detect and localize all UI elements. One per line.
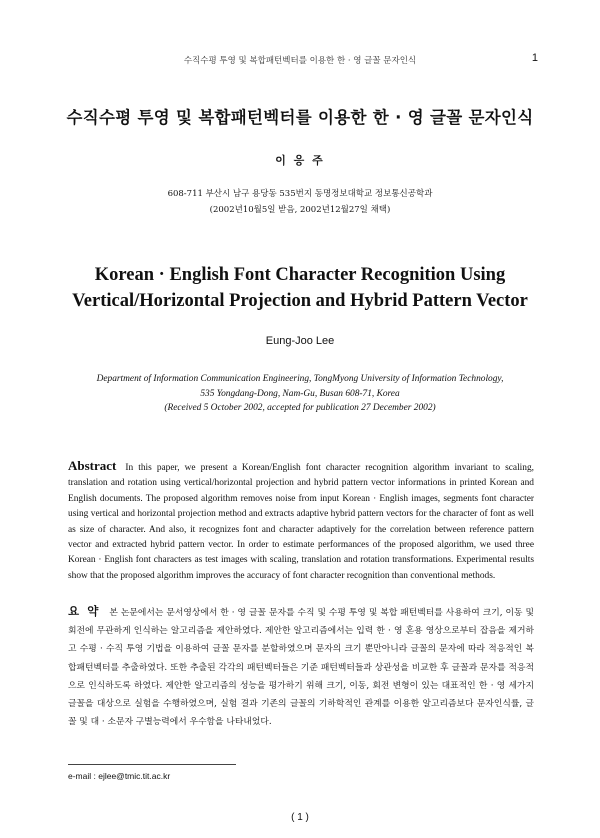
footnote-divider xyxy=(68,764,236,765)
page-number-bottom: ( 1 ) xyxy=(291,812,309,823)
korean-dates: (2002년10월5일 받음, 2002년12월27일 채택) xyxy=(209,205,391,215)
english-title xyxy=(0,262,600,314)
abstract-heading: Abstract xyxy=(68,458,117,473)
korean-abstract-body: 본 논문에서는 문서영상에서 한 · 영 글꼴 문자를 수직 및 수평 투영 및 복합 패턴벡터를 사용하여 크기, 이동 및 회전에 무관하게 인식하는 알고리즘을 제안하였다. 제안한 알고리즘에서는 입력 한 · 영 혼용 영상으로부터 잡음을 제거하고 수평 · 수직 투영 기법을 이용하여 글꼴 문자를 분할하였으며 문자의 크기 뿐만아니라 글꼴의 문자에 따라 적응적인 복합패턴벡터를 추출하였다. 또한 추출된 각각의 패턴벡터들은 기준 패턴벡터들과 상관성을 비교한 후 글꼴과 문자를 적응적으로 인식하도록 하였다. 제안한 알고리즘의 성능을 평가하기 위해 크기, 이동, 회전 변형이 있는 대표적인 한 · 영 세가지 글꼴을 대상으로 실험을 수행하였으며, 실험 결과 기존의 글꼴의 기하학적인 관계를 이용한 알고리즘보다 문자인식률, 글꼴 및 대 · 소문자 구별능력에서 우수함을 나타내었다. xyxy=(68,608,534,728)
korean-abstract-heading: 요 약 xyxy=(68,604,101,618)
footnote-email: e-mail : ejlee@tmic.tit.ac.kr xyxy=(68,771,171,781)
running-header: 수직수평 투영 및 복합패턴벡터를 이용한 한 · 영 글꼴 문자인식 xyxy=(183,56,417,66)
english-title-line1: Korean · English Font Character Recognition Using xyxy=(94,265,506,285)
korean-affiliation: 608-711 부산시 남구 용당동 535번지 동명정보대학교 정보통신공학과 xyxy=(167,189,433,199)
english-dates: (Received 5 October 2002, accepted for publication 27 December 2002) xyxy=(164,403,436,413)
korean-abstract xyxy=(68,602,534,731)
page-number-top: 1 xyxy=(531,52,538,64)
english-title-line2: Vertical/Horizontal Projection and Hybrid Pattern Vector xyxy=(72,291,528,311)
english-affiliation-line2: 535 Yongdang-Dong, Nam-Gu, Busan 608-71, Korea xyxy=(200,388,400,399)
korean-affiliation-block xyxy=(0,186,600,218)
english-affiliation-line1: Department of Information Communication Engineering, TongMyong University of Information Technology, xyxy=(96,374,504,384)
english-affiliation-block xyxy=(0,372,600,416)
english-author: Eung-Joo Lee xyxy=(265,335,335,347)
korean-author: 이 응 주 xyxy=(275,154,325,167)
korean-title: 수직수평 투영 및 복합패턴벡터를 이용한 한 · 영 글꼴 문자인식 xyxy=(66,108,534,127)
abstract-body: In this paper, we present a Korean/English font character recognition algorithm invariant to scaling, translation and rotation using vertical/horizontal projection and hybrid pattern vector informations in printed Korean and English documents. The proposed algorithm removes noise from input Korean · English images, segments font character using vertical and horizontal projection method and extracts adaptive hybrid pattern vectors for the character of font as well as size of character. And also, it recognizes font and character adaptively for the correlation between reference pattern vector and extracted hybrid pattern vector. In order to estimate performances of the proposed algorithm, we used three Korean · English font characters as test images with scaling, translation and rotation transformations. Experimental results show that the proposed algorithm improves the accuracy of font character recognition than conventional methods. xyxy=(68,463,535,581)
abstract xyxy=(68,458,534,584)
